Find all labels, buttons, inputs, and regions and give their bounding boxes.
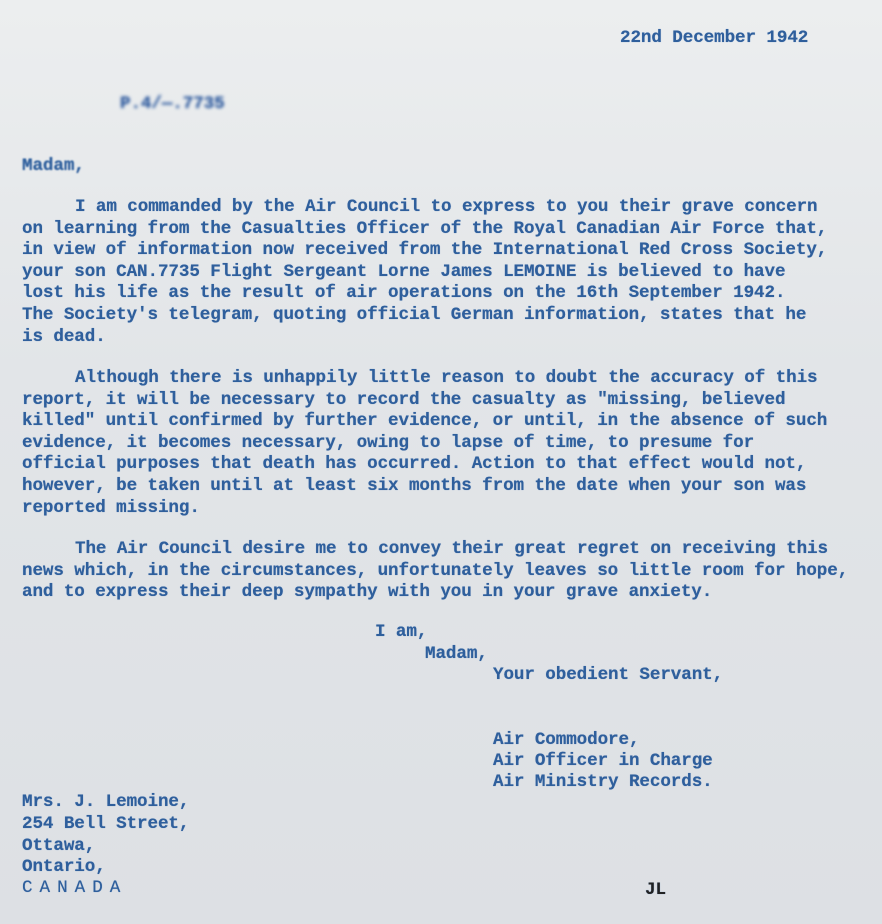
salutation: Madam, (22, 156, 85, 176)
paragraph-1-line: in view of information now received from the International Red Cross Society, (22, 240, 828, 261)
paragraph-1-line: The Society's telegram, quoting official German information, states that he (22, 305, 807, 325)
paragraph-2-line: reported missing. (22, 497, 200, 518)
address-country: CANADA (22, 878, 128, 898)
address-name: Mrs. J. Lemoine, (22, 792, 190, 812)
letter-date: 22nd December 1942 (620, 28, 809, 48)
paragraph-2-line: report, it will be necessary to record the casualty as "missing, believed (22, 389, 786, 410)
signatory-rank: Air Commodore, (493, 730, 640, 750)
paragraph-1-line: I am commanded by the Air Council to express to you their grave concern (75, 197, 818, 217)
closing-servant: Your obedient Servant, (493, 665, 724, 685)
closing-madam: Madam, (425, 644, 488, 664)
address-province: Ontario, (22, 857, 106, 877)
paragraph-3-line: news which, in the circumstances, unfortunately leaves so little room for hope, (22, 560, 849, 581)
paragraph-3-line: and to express their deep sympathy with you in your grave anxiety. (22, 582, 713, 603)
paragraph-2-line: however, be taken until at least six months from the date when your son was (22, 476, 807, 496)
paragraph-2-line: Although there is unhappily little reason to doubt the accuracy of this (75, 368, 818, 388)
address-city: Ottawa, (22, 836, 96, 856)
signatory-office: Air Ministry Records. (493, 772, 713, 792)
address-street: 254 Bell Street, (22, 814, 190, 834)
closing-i-am: I am, (375, 622, 428, 642)
typist-initials: JL (645, 880, 666, 900)
paragraph-2-line: evidence, it becomes necessary, owing to lapse of time, to presume for (22, 432, 755, 453)
paragraph-1-line: your son CAN.7735 Flight Sergeant Lorne James LEMOINE is believed to have (22, 261, 786, 282)
paragraph-1-line: is dead. (22, 326, 106, 347)
paragraph-3-line: The Air Council desire me to convey their great regret on receiving this (75, 539, 828, 559)
paragraph-2-line: official purposes that death has occurred. Action to that effect would not, (22, 454, 807, 475)
paragraph-1-line: lost his life as the result of air operations on the 16th September 1942. (22, 283, 786, 304)
paragraph-1-line: on learning from the Casualties Officer of the Royal Canadian Air Force that, (22, 218, 828, 239)
reference-number: P.4/—.7735 (120, 94, 225, 114)
paragraph-2-line: killed" until confirmed by further evidence, or until, in the absence of such (22, 411, 828, 432)
signatory-title: Air Officer in Charge (493, 751, 713, 771)
